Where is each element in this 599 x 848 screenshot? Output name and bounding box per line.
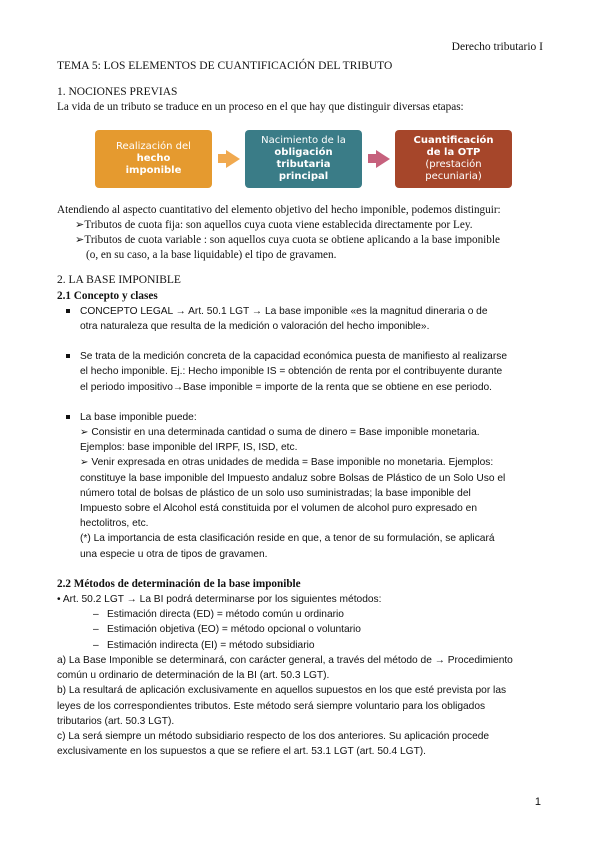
bullet-text: hectolitros, etc. xyxy=(80,518,149,530)
bullet-text: La base imponible puede: xyxy=(80,411,197,423)
paragraph-b: tributarios (art. 50.3 LGT). xyxy=(57,715,175,727)
box-text: pecuniaria) xyxy=(425,170,482,182)
list-item: ➢Tributos de cuota variable : son aquellos cuya cuota se obtiene aplicando a la base imponible xyxy=(75,234,500,247)
box-text: de la OTP xyxy=(426,146,481,158)
section-heading-nociones: 1. NOCIONES PREVIAS xyxy=(57,86,178,99)
subsection-heading-concepto: 2.1 Concepto y clases xyxy=(57,289,158,302)
cuota-paragraph: Atendiendo al aspecto cuantitativo del elemento objetivo del hecho imponible, podemos distinguir: xyxy=(57,203,501,216)
list-item: – Estimación objetiva (EO) = método opcional o voluntario xyxy=(93,622,543,637)
paragraph-b: leyes de los correspondientes tributos. Este método será siempre voluntario para los obligados xyxy=(57,700,486,712)
bullet-base-puede xyxy=(57,410,543,562)
bullet-medicion xyxy=(57,349,543,395)
list-item: ➢Tributos de cuota fija: son aquellos cuya cuota viene establecida directamente por Ley. xyxy=(75,218,473,231)
methods-intro: • Art. 50.2 LGT → La BI podrá determinarse por los siguientes métodos: xyxy=(57,594,382,606)
list-item: – Estimación directa (ED) = método común u ordinario xyxy=(93,607,543,622)
square-bullet-icon xyxy=(66,354,70,358)
bullet-text: el hecho imponible. Ej.: Hecho imponible IS = obtención de renta por el contribuyente durante xyxy=(80,366,503,378)
subsection-heading-metodos: 2.2 Métodos de determinación de la base imponible xyxy=(57,577,301,590)
bullet-text: el periodo impositivo→Base imponible = importe de la renta que se obtiene en ese periodo. xyxy=(80,381,492,393)
paragraph-c: exclusivamente en los supuestos a que se refiere el art. 53.1 LGT (art. 50.4 LGT). xyxy=(57,746,427,758)
arrow-right-icon xyxy=(212,150,245,168)
box-text: Nacimiento de la xyxy=(261,134,346,146)
square-bullet-icon xyxy=(66,309,70,313)
diagram-box-nacimiento-obligacion xyxy=(245,130,362,188)
paragraph-a: común u ordinario de determinación de la BI (art. 50.3 LGT). xyxy=(57,670,330,682)
box-text: imponible xyxy=(125,164,182,176)
paragraph-c: c) La será siempre un método subsidiario respecto de los dos anteriores. Su aplicación procede xyxy=(57,730,490,742)
box-text: hecho xyxy=(136,152,171,164)
bullet-text: (*) La importancia de esta clasificación reside en que, a tenor de su formulación, se aplicará xyxy=(80,533,495,545)
page-header-course: Derecho tributario I xyxy=(451,41,543,53)
list-item-continuation: (o, en su caso, a la base liquidable) el tipo de gravamen. xyxy=(86,249,337,262)
bullet-text: CONCEPTO LEGAL → Art. 50.1 LGT → La base imponible «es la magnitud dineraria o de xyxy=(80,305,488,317)
page-number: 1 xyxy=(534,796,541,808)
diagram-box-hecho-imponible xyxy=(95,130,212,188)
bullet-text: Ejemplos: base imponible del IRPF, IS, ISD, etc. xyxy=(80,442,298,454)
box-text: (prestación xyxy=(425,158,482,170)
intro-paragraph: La vida de un tributo se traduce en un proceso en el que hay que distinguir diversas etapas: xyxy=(57,101,464,114)
list-item: – Estimación indirecta (EI) = método subsidiario xyxy=(93,638,543,653)
paragraph-a: a) La Base Imponible se determinará, con carácter general, a través del método de → Procedimiento xyxy=(57,654,513,666)
section-heading-base-imponible: 2. LA BASE IMPONIBLE xyxy=(57,274,181,287)
square-bullet-icon xyxy=(66,415,70,419)
box-text: Realización del xyxy=(116,140,191,152)
bullet-text: ➢ Consistir en una determinada cantidad o suma de dinero = Base imponible monetaria. xyxy=(80,427,480,439)
box-text: tributaria xyxy=(276,158,331,170)
document-title: TEMA 5: LOS ELEMENTOS DE CUANTIFICACIÓN DEL TRIBUTO xyxy=(57,60,393,72)
bullet-text: número total de bolsas de plástico de un solo uso suministradas; la base imponible del xyxy=(80,487,471,499)
bullet-text: Impuesto sobre el Alcohol está constituida por el volumen de alcohol puro expresado en xyxy=(80,503,477,515)
bullet-text: constituye la base imponible del Impuesto andaluz sobre Bolsas de Plástico de un Solo Uso el xyxy=(80,472,506,484)
bullet-text: una especie u otra de tipos de gravamen. xyxy=(80,548,268,560)
bullet-text: ➢ Venir expresada en otras unidades de medida = Base imponible no monetaria. Ejemplos: xyxy=(80,457,494,469)
document-body xyxy=(57,59,543,759)
process-diagram xyxy=(95,128,543,190)
box-text: principal xyxy=(278,170,329,182)
paragraph-b: b) La resultará de aplicación exclusivamente en aquellos supuestos en los que esté prevista por las xyxy=(57,685,507,697)
bullet-text: Se trata de la medición concreta de la capacidad económica puesta de manifiesto al realizarse xyxy=(80,351,507,363)
methods-list xyxy=(57,607,543,653)
box-text: Cuantificación xyxy=(413,134,494,146)
arrow-right-icon xyxy=(362,150,395,168)
bullet-text: otra naturaleza que resulta de la medición o valoración del hecho imponible». xyxy=(80,321,430,333)
bullet-concepto-legal xyxy=(57,304,543,334)
box-text: obligación xyxy=(274,146,333,158)
diagram-box-cuantificacion xyxy=(395,130,512,188)
